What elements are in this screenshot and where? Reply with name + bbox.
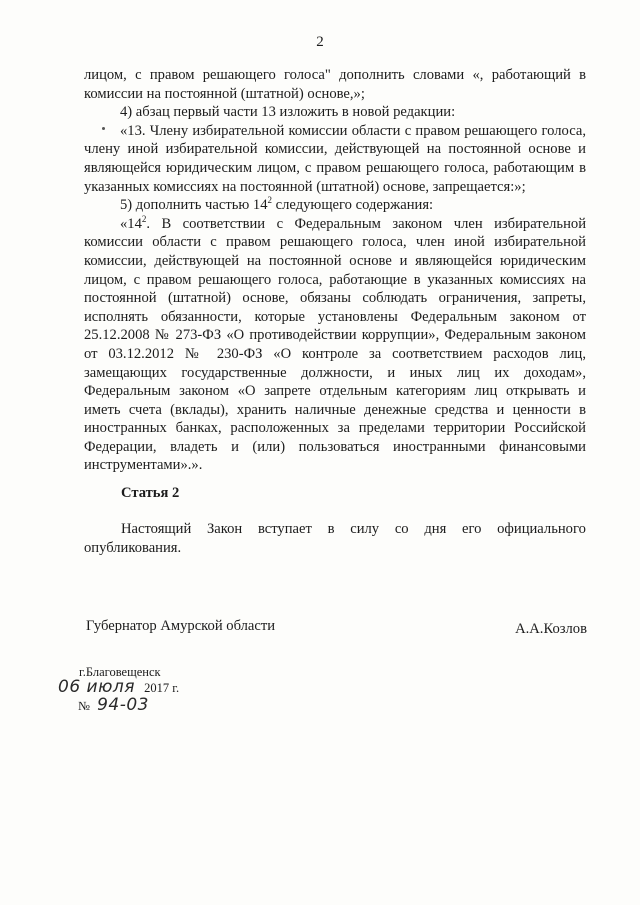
- effective-line-1: [84, 520, 586, 539]
- handwritten-number: 94-03: [97, 695, 149, 715]
- handwritten-date: 06 июля: [58, 677, 135, 697]
- signing-place: г.Благовещенск: [79, 665, 161, 679]
- governor-title: Губернатор Амурской области: [86, 618, 276, 634]
- paragraph-part-13: «13. Члену избирательной комиссии области с правом решающего голоса, члену иной избирательной комиссии, действующей на постоянной основе и являющейся юридическим лицом, с правом решающего голоса, работающим в указанных комиссиях на постоянной (штатной) основе, запрещается:»;: [84, 122, 586, 195]
- effective-word: дня: [424, 521, 447, 537]
- page-number: 2: [316, 34, 324, 50]
- article-heading: Статья 2: [121, 485, 180, 501]
- paragraph-item-4: 4) абзац первый части 13 изложить в новой редакции:: [120, 104, 456, 121]
- part-14-superscript: 2: [141, 213, 147, 224]
- effective-word: вступает: [257, 521, 312, 537]
- item-5-superscript: 2: [267, 195, 272, 206]
- document-body: [84, 66, 586, 475]
- law-number: [78, 695, 149, 715]
- governor-name: А.А.Козлов: [515, 621, 587, 637]
- effective-line-2: опубликования.: [84, 540, 182, 556]
- paragraph-item-5: [84, 196, 586, 215]
- effective-word: официального: [497, 521, 586, 537]
- paragraph-continuation: лицом, с правом решающего голоса" дополнить словами «, работающий в комиссии на постоянной (штатной) основе,»;: [84, 67, 586, 102]
- part-14-number: «14: [120, 215, 142, 232]
- effective-word: силу: [350, 521, 380, 537]
- effective-word: его: [462, 521, 482, 537]
- effective-word: Закон: [207, 521, 243, 537]
- effective-word: со: [394, 521, 409, 537]
- item-5-text-end: следующего содержания:: [272, 197, 434, 214]
- paragraph-part-14-2: [84, 215, 586, 475]
- number-prefix: №: [78, 699, 90, 713]
- effective-word: в: [327, 521, 335, 537]
- effective-clause: [84, 520, 586, 558]
- item-5-text: 5) дополнить частью 14: [120, 197, 268, 214]
- date-year: 2017 г.: [144, 681, 180, 695]
- part-14-text: . В соответствии с Федеральным законом член избирательной комиссии области с правом решающего голоса, член иной избирательной комиссии, действующей на постоянной основе и являющейся юридическим лицом, с правом решающего голоса, работающие в указанных комиссиях на постоянной (штатной) основе, обязаны соблюдать ограничения, запреты, исполнять обязанности, которые установлены Федеральным законом от 25.12.2008 № 273-ФЗ «О противодействии коррупции», Федеральным законом от 03.12.2012 № 230-ФЗ «О контроле за соответствием расходов лиц, замещающих государственные должности, и иных лиц их доходам», Федеральным законом «О запрете отдельным категориям лиц открывать и иметь счета (вклады), хранить наличные денежные средства и ценности в иностранных банках, расположенных за пределами территории Российской Федерации, владеть и (или) пользоваться иностранными финансовыми инструментами».».: [84, 215, 586, 474]
- effective-word: Настоящий: [121, 521, 192, 537]
- signing-date: [58, 677, 179, 697]
